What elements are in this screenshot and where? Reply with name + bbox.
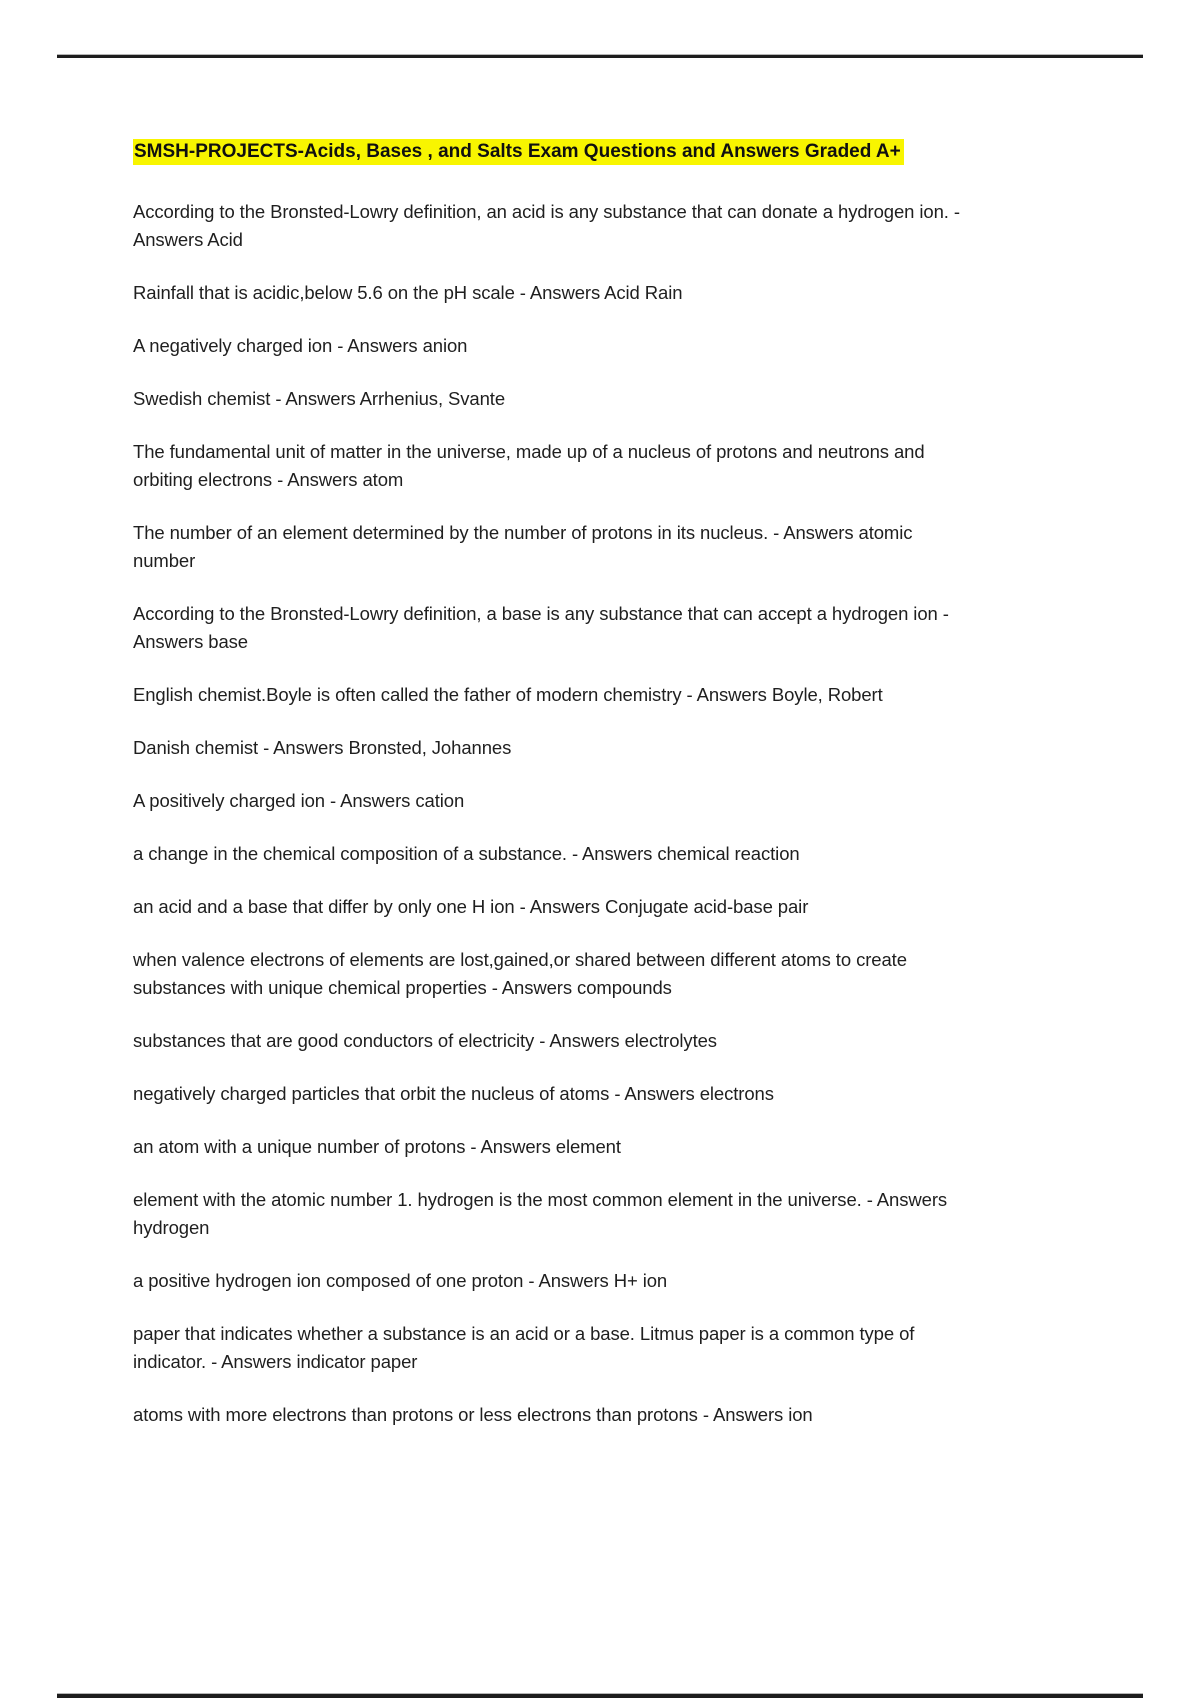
qa-paragraph (133, 1080, 1143, 1108)
qa-paragraph (133, 279, 1143, 307)
qa-paragraph (133, 1401, 1143, 1429)
qa-line: English chemist.Boyle is often called the father of modern chemistry - Answers Boyle, Robert (133, 684, 883, 705)
qa-line: According to the Bronsted-Lowry definition, a base is any substance that can accept a hydrogen ion - (133, 603, 949, 624)
qa-line: a positive hydrogen ion composed of one proton - Answers H+ ion (133, 1270, 668, 1291)
qa-line: a change in the chemical composition of a substance. - Answers chemical reaction (133, 843, 800, 864)
qa-line: Answers Acid (133, 229, 243, 250)
qa-paragraph (133, 946, 1143, 1002)
document-content (133, 138, 1143, 1454)
qa-line: substances that are good conductors of electricity - Answers electrolytes (133, 1030, 717, 1051)
qa-line: number (133, 550, 196, 571)
qa-line: According to the Bronsted-Lowry definition, an acid is any substance that can donate a hydrogen ion. - (133, 201, 960, 222)
top-rule (57, 55, 1143, 58)
qa-paragraph (133, 385, 1143, 413)
paragraph-list (133, 198, 1143, 1429)
qa-line: orbiting electrons - Answers atom (133, 469, 404, 490)
qa-paragraph (133, 600, 1143, 656)
qa-paragraph (133, 840, 1143, 868)
qa-line: Rainfall that is acidic,below 5.6 on the pH scale - Answers Acid Rain (133, 282, 683, 303)
qa-paragraph (133, 198, 1143, 254)
qa-line: hydrogen (133, 1217, 210, 1238)
qa-line: Danish chemist - Answers Bronsted, Johannes (133, 737, 512, 758)
qa-paragraph (133, 332, 1143, 360)
qa-line: atoms with more electrons than protons or less electrons than protons - Answers ion (133, 1404, 813, 1425)
qa-line: an atom with a unique number of protons - Answers element (133, 1136, 621, 1157)
bottom-rule (57, 1694, 1143, 1698)
qa-line: Swedish chemist - Answers Arrhenius, Svante (133, 388, 506, 409)
qa-line: indicator. - Answers indicator paper (133, 1351, 418, 1372)
qa-line: The fundamental unit of matter in the universe, made up of a nucleus of protons and neutrons and (133, 441, 925, 462)
qa-paragraph (133, 681, 1143, 709)
qa-paragraph (133, 1320, 1143, 1376)
qa-paragraph (133, 1186, 1143, 1242)
qa-line: element with the atomic number 1. hydrogen is the most common element in the universe. - Answers (133, 1189, 948, 1210)
qa-line: paper that indicates whether a substance is an acid or a base. Litmus paper is a common type of (133, 1323, 915, 1344)
qa-paragraph (133, 1267, 1143, 1295)
document-title (133, 138, 1143, 166)
qa-paragraph (133, 519, 1143, 575)
title-highlight: SMSH-PROJECTS-Acids, Bases , and Salts Exam Questions and Answers Graded A+ (133, 139, 904, 165)
qa-paragraph (133, 787, 1143, 815)
qa-line: when valence electrons of elements are lost,gained,or shared between different atoms to create (133, 949, 907, 970)
qa-paragraph (133, 734, 1143, 762)
qa-line: an acid and a base that differ by only one H ion - Answers Conjugate acid-base pair (133, 896, 809, 917)
qa-line: negatively charged particles that orbit the nucleus of atoms - Answers electrons (133, 1083, 774, 1104)
qa-paragraph (133, 438, 1143, 494)
qa-line: The number of an element determined by the number of protons in its nucleus. - Answers atomic (133, 522, 913, 543)
qa-line: Answers base (133, 631, 248, 652)
qa-paragraph (133, 1133, 1143, 1161)
qa-line: A negatively charged ion - Answers anion (133, 335, 468, 356)
qa-paragraph (133, 893, 1143, 921)
qa-line: substances with unique chemical properties - Answers compounds (133, 977, 672, 998)
qa-line: A positively charged ion - Answers cation (133, 790, 465, 811)
qa-paragraph (133, 1027, 1143, 1055)
